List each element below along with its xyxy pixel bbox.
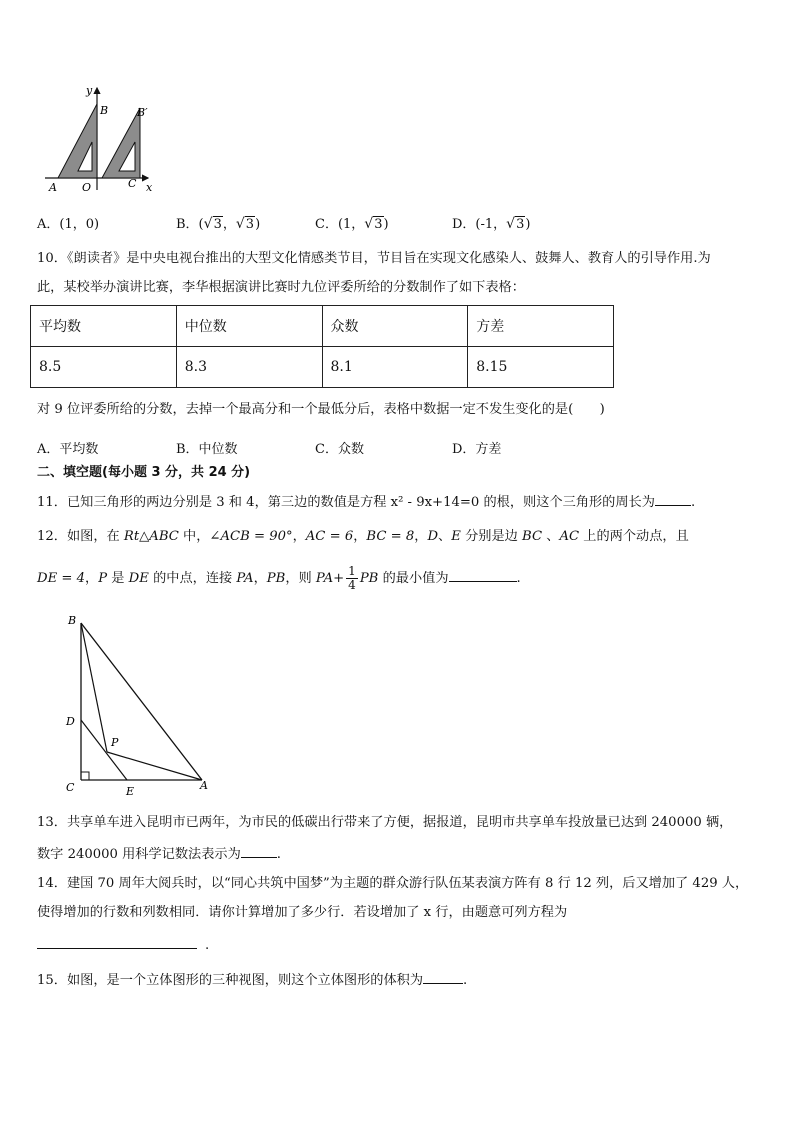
q14-text-line2: 使得增加的行数和列数相同．请你计算增加了多少行．若设增加了 x 行，由题意可列方程为 — [37, 905, 568, 920]
table-header-cell: 众数 — [322, 306, 468, 347]
label-d: D — [66, 715, 75, 728]
q12-seg: 的中点，连接 — [148, 571, 237, 586]
label-b: B — [100, 104, 109, 117]
label-b-prime: B′ — [137, 106, 148, 119]
q12-seg: ， — [85, 571, 99, 586]
right-triangle-figure — [55, 610, 215, 800]
q12-math: DE = 4 — [37, 571, 86, 586]
q12-math: PA+ — [315, 571, 345, 586]
q12-math: P — [98, 571, 108, 586]
answer-blank[interactable] — [241, 843, 277, 858]
q12-seg: 、 — [438, 529, 452, 544]
label-y: y — [86, 84, 93, 97]
table-header-cell: 方差 — [468, 306, 614, 347]
q12-seg: 、 — [542, 529, 560, 544]
score-statistics-table — [30, 305, 614, 388]
q12-math: ∠ACB = 90° — [209, 529, 293, 544]
q12-seg: 中， — [178, 529, 210, 544]
q12-seg: 分别是边 — [460, 529, 523, 544]
triangle-aob — [58, 104, 97, 178]
answer-blank[interactable] — [449, 567, 517, 582]
label-x: x — [146, 181, 153, 194]
q11-text-post: . — [690, 495, 696, 510]
segment-de — [81, 720, 127, 780]
table-row — [31, 306, 614, 347]
q14-text-post: . — [205, 938, 210, 953]
sqrt-symbol: √3 — [235, 216, 255, 232]
q12-math: AC = 6 — [305, 529, 354, 544]
q9-c-radicand: 3 — [374, 217, 383, 232]
answer-blank[interactable] — [37, 934, 197, 949]
segment-pa — [107, 752, 202, 780]
q12-math: PB — [266, 571, 286, 586]
label-e: E — [126, 785, 135, 798]
right-angle-mark — [81, 772, 89, 780]
q12-math: BC = 8 — [366, 529, 415, 544]
q9-d-radicand: 3 — [516, 217, 525, 232]
table-cell: 8.1 — [322, 347, 468, 388]
q9-option-c[interactable] — [315, 213, 389, 232]
label-a: A — [49, 181, 57, 194]
q10-option-c[interactable]: C．众数 — [315, 442, 364, 457]
q11-text — [37, 491, 695, 513]
triangle-cb-prime — [102, 108, 140, 178]
fraction-denominator: 4 — [348, 578, 356, 592]
q9-option-d[interactable] — [452, 213, 530, 232]
q10-option-b[interactable]: B．中位数 — [176, 442, 238, 457]
table-header-cell: 中位数 — [176, 306, 322, 347]
sqrt-symbol: √3 — [506, 216, 525, 232]
q12-math: D — [427, 529, 439, 544]
q12-math: DE — [128, 571, 149, 586]
q12-seg: ，则 — [285, 571, 316, 586]
q13-text-pre: 数字 240000 用科学记数法表示为 — [37, 847, 241, 862]
q13-text-line2 — [37, 843, 281, 865]
q9-d-post: ) — [525, 217, 531, 232]
table-cell: 8.3 — [176, 347, 322, 388]
q13-text-line1: 13．共享单车进入昆明市已两年，为市民的低碳出行带来了方便，据报道，昆明市共享单车投放量已达到 240000 辆， — [37, 815, 733, 830]
q11-text-pre: 11．已知三角形的两边分别是 3 和 4，第三边的数值是方程 x² - 9x+14=0 的根，则这个三角形的周长为 — [37, 495, 655, 510]
q9-b-radicand-2: 3 — [245, 217, 255, 232]
q12-seg: 是 — [107, 571, 129, 586]
q9-b-mid: ， — [222, 217, 236, 232]
q12-math: Rt△ABC — [123, 529, 179, 544]
q13-text-post: . — [276, 847, 281, 862]
q12-math: AC — [559, 529, 580, 544]
q12-seg: ， — [353, 529, 367, 544]
q12-math: PA — [236, 571, 254, 586]
label-o: O — [82, 181, 92, 194]
segment-pb — [81, 623, 107, 752]
label-c: C — [66, 781, 75, 794]
q9-b-pre: B．( — [176, 217, 204, 232]
q12-seg: 12．如图，在 — [37, 529, 124, 544]
q12-text-line2 — [37, 564, 521, 594]
q14-text-line3 — [37, 934, 209, 956]
q9-c-post: ) — [383, 217, 389, 232]
label-b: B — [68, 614, 77, 627]
table-header-cell: 平均数 — [31, 306, 177, 347]
q12-seg: ， — [292, 529, 306, 544]
q12-text-line1 — [37, 527, 689, 547]
side-ab — [81, 623, 202, 780]
q9-b-post: ) — [255, 217, 261, 232]
label-p: P — [111, 736, 119, 749]
table-row — [31, 347, 614, 388]
label-a: A — [200, 779, 208, 792]
table-cell: 8.5 — [31, 347, 177, 388]
q12-seg: 的最小值为 — [378, 571, 449, 586]
answer-blank[interactable] — [655, 491, 691, 506]
q10-question: 对 9 位评委所给的分数，去掉一个最高分和一个最低分后，表格中数据一定不发生变化的是( ) — [37, 402, 605, 417]
q10-option-d[interactable]: D．方差 — [452, 442, 502, 457]
q12-seg: ， — [414, 529, 428, 544]
q15-text-pre: 15．如图，是一个立体图形的三种视图，则这个立体图形的体积为 — [37, 973, 424, 988]
q9-option-b[interactable] — [176, 213, 260, 232]
q12-math: PB — [359, 571, 379, 586]
section-title: 二、填空题(每小题 3 分，共 24 分) — [37, 465, 251, 480]
q12-seg: ， — [253, 571, 267, 586]
q9-option-a[interactable]: A．(1，0) — [37, 217, 100, 232]
table-cell: 8.15 — [468, 347, 614, 388]
q10-text-line2: 此，某校举办演讲比赛，李华根据演讲比赛时九位评委所给的分数制作了如下表格： — [37, 280, 525, 295]
q10-option-a[interactable]: A．平均数 — [37, 442, 99, 457]
answer-blank[interactable] — [423, 969, 463, 984]
q15-text — [37, 969, 467, 991]
sqrt-symbol: √3 — [203, 216, 222, 232]
sqrt-symbol: √3 — [364, 216, 383, 232]
label-c: C — [128, 177, 137, 190]
q10-text-line1: 10．《朗读者》是中央电视台推出的大型文化情感类节目，节目旨在实现文化感染人、鼓舞人、教育人的引导作用.为 — [37, 251, 711, 266]
q9-c-pre: C．(1， — [315, 217, 365, 232]
q12-seg: 上的两个动点，且 — [579, 529, 689, 544]
coordinate-triangle-figure — [40, 80, 170, 195]
fraction — [346, 565, 358, 592]
q14-text-line1: 14．建国 70 周年大阅兵时，以“同心共筑中国梦”为主题的群众游行队伍某表演方阵有 8 行 12 列，后又增加了 429 人， — [37, 876, 749, 891]
q12-math: E — [451, 529, 461, 544]
q9-d-pre: D．(-1， — [452, 217, 507, 232]
q12-math: BC — [522, 529, 543, 544]
q9-b-radicand-1: 3 — [213, 217, 222, 232]
fraction-numerator: 1 — [348, 564, 356, 578]
q12-seg: . — [516, 571, 521, 586]
q15-text-post: . — [463, 973, 468, 988]
